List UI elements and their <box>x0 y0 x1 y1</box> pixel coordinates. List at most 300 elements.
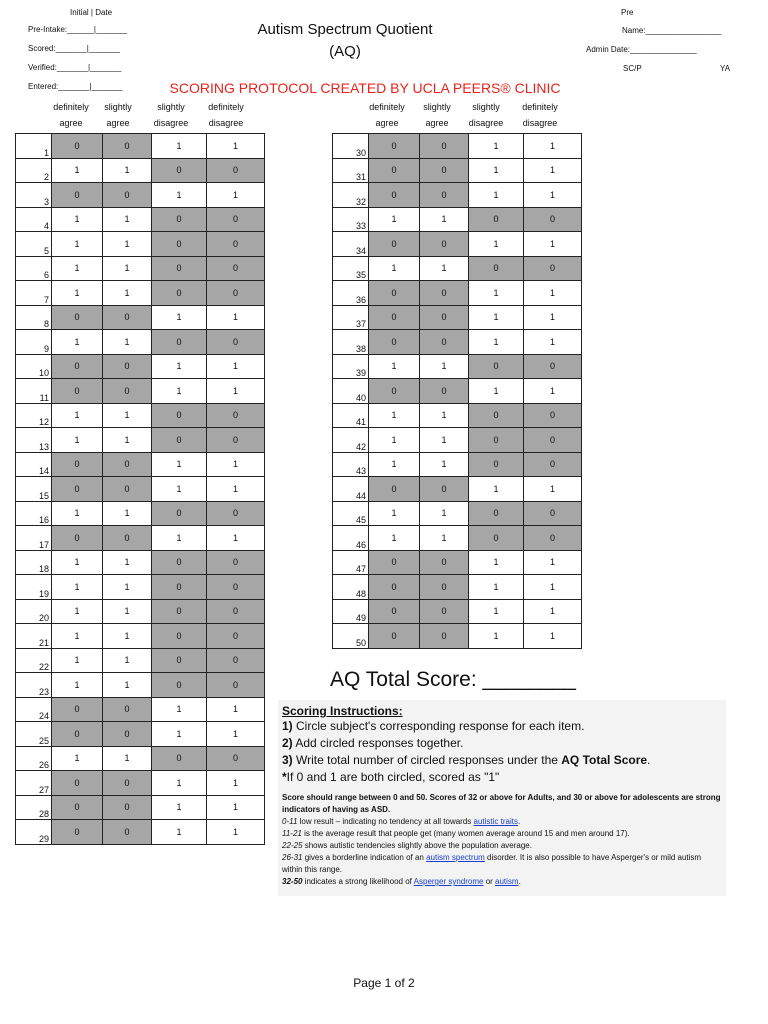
response-cell[interactable]: 0 <box>524 256 582 281</box>
col-header-slightly-disagree-right: slightly disagree <box>468 102 504 128</box>
response-cell[interactable]: 0 <box>52 134 103 159</box>
response-cell[interactable]: 1 <box>524 281 582 306</box>
response-cell[interactable]: 0 <box>420 477 469 502</box>
pre-label: Pre <box>621 8 634 17</box>
response-cell[interactable]: 1 <box>52 428 103 453</box>
response-cell[interactable]: 1 <box>469 158 524 183</box>
response-cell[interactable]: 1 <box>420 428 469 453</box>
item-number: 39 <box>333 354 369 379</box>
response-cell[interactable]: 0 <box>369 134 420 159</box>
item-number: 19 <box>16 575 52 600</box>
item-number: 32 <box>333 183 369 208</box>
response-cell[interactable]: 0 <box>152 624 207 649</box>
pre-intake-field[interactable]: Pre-Intake:______|_______ <box>28 25 128 34</box>
response-cell[interactable]: 0 <box>369 550 420 575</box>
item-number: 27 <box>16 771 52 796</box>
instruction-step-3: 3) Write total number of circled responses under the AQ Total Score. <box>282 753 651 767</box>
col-header-slightly-agree-right: slightly agree <box>423 102 451 128</box>
response-cell[interactable]: 0 <box>207 575 265 600</box>
response-cell[interactable]: 1 <box>152 795 207 820</box>
response-cell[interactable]: 1 <box>103 256 152 281</box>
item-number: 4 <box>16 207 52 232</box>
item-number: 18 <box>16 550 52 575</box>
response-cell[interactable]: 1 <box>52 330 103 355</box>
response-cell[interactable]: 1 <box>469 305 524 330</box>
table-row <box>16 134 265 159</box>
response-cell[interactable]: 0 <box>369 624 420 649</box>
response-cell[interactable]: 0 <box>469 256 524 281</box>
response-cell[interactable]: 1 <box>207 134 265 159</box>
response-cell[interactable]: 1 <box>469 134 524 159</box>
response-cell[interactable]: 1 <box>524 305 582 330</box>
response-cell[interactable]: 1 <box>52 281 103 306</box>
response-cell[interactable]: 0 <box>207 232 265 257</box>
response-cell[interactable]: 1 <box>469 379 524 404</box>
response-cell[interactable]: 1 <box>152 183 207 208</box>
page-footer: Page 1 of 2 <box>353 976 415 990</box>
item-number: 46 <box>333 526 369 551</box>
item-number: 1 <box>16 134 52 159</box>
response-cell[interactable]: 1 <box>469 281 524 306</box>
response-cell[interactable]: 0 <box>207 746 265 771</box>
response-cell[interactable]: 0 <box>152 599 207 624</box>
score-range-note: Score should range between 0 and 50. Scores of 32 or above for Adults, and 30 or above for adolescents are strong indicators of having as ASD. <box>282 793 721 814</box>
response-cell[interactable]: 1 <box>369 354 420 379</box>
response-cell[interactable]: 1 <box>103 281 152 306</box>
response-cell[interactable]: 1 <box>469 330 524 355</box>
response-cell[interactable]: 0 <box>103 820 152 845</box>
response-cell[interactable]: 1 <box>52 501 103 526</box>
item-number: 40 <box>333 379 369 404</box>
item-number: 17 <box>16 526 52 551</box>
response-cell[interactable]: 1 <box>52 673 103 698</box>
autism-link[interactable]: autism <box>495 877 519 886</box>
item-number: 25 <box>16 722 52 747</box>
table-row <box>16 428 265 453</box>
response-cell[interactable]: 1 <box>52 207 103 232</box>
response-cell[interactable]: 0 <box>524 501 582 526</box>
response-cell[interactable]: 0 <box>52 379 103 404</box>
response-cell[interactable]: 0 <box>524 452 582 477</box>
response-cell[interactable]: 1 <box>524 550 582 575</box>
response-cell[interactable]: 1 <box>369 207 420 232</box>
response-cell[interactable]: 1 <box>52 624 103 649</box>
response-cell[interactable]: 1 <box>524 183 582 208</box>
response-cell[interactable]: 0 <box>420 158 469 183</box>
response-cell[interactable]: 1 <box>420 256 469 281</box>
item-number: 26 <box>16 746 52 771</box>
table-row <box>16 354 265 379</box>
response-cell[interactable]: 1 <box>469 624 524 649</box>
table-row <box>16 697 265 722</box>
table-row <box>16 403 265 428</box>
response-cell[interactable]: 0 <box>369 158 420 183</box>
table-row <box>333 379 582 404</box>
response-cell[interactable]: 0 <box>469 501 524 526</box>
col-header-definitely-agree-right: definitely agree <box>369 102 405 128</box>
autistic-traits-link[interactable]: autistic traits <box>473 817 518 826</box>
table-row <box>16 256 265 281</box>
response-cell[interactable]: 0 <box>420 305 469 330</box>
col-header-slightly-disagree: slightly disagree <box>153 102 189 128</box>
table-row <box>16 158 265 183</box>
response-cell[interactable]: 1 <box>52 256 103 281</box>
response-cell[interactable]: 0 <box>420 624 469 649</box>
response-cell[interactable]: 1 <box>103 207 152 232</box>
response-cell[interactable]: 0 <box>420 232 469 257</box>
scored-field[interactable]: Scored:_______|_______ <box>28 44 120 53</box>
response-cell[interactable]: 0 <box>207 501 265 526</box>
staff-fields <box>28 25 127 101</box>
response-cell[interactable]: 1 <box>420 403 469 428</box>
item-number: 24 <box>16 697 52 722</box>
response-cell[interactable]: 1 <box>369 526 420 551</box>
response-cell[interactable]: 0 <box>369 599 420 624</box>
response-cell[interactable]: 1 <box>207 526 265 551</box>
response-cell[interactable]: 1 <box>369 428 420 453</box>
response-cell[interactable]: 0 <box>207 673 265 698</box>
aq-total-score[interactable]: AQ Total Score: ________ <box>330 668 576 691</box>
table-row <box>333 501 582 526</box>
response-cell[interactable]: 0 <box>469 207 524 232</box>
response-cell[interactable]: 0 <box>103 183 152 208</box>
response-cell[interactable]: 1 <box>469 575 524 600</box>
item-number: 41 <box>333 403 369 428</box>
response-cell[interactable]: 1 <box>152 305 207 330</box>
response-cell[interactable]: 1 <box>469 599 524 624</box>
response-cell[interactable]: 1 <box>103 403 152 428</box>
response-cell[interactable]: 0 <box>152 207 207 232</box>
response-cell[interactable]: 0 <box>469 403 524 428</box>
response-cell[interactable]: 0 <box>420 183 469 208</box>
item-number: 5 <box>16 232 52 257</box>
response-cell[interactable]: 0 <box>469 354 524 379</box>
response-cell[interactable]: 0 <box>524 354 582 379</box>
item-number: 11 <box>16 379 52 404</box>
table-row <box>333 207 582 232</box>
table-row <box>16 330 265 355</box>
admin-date-field[interactable]: Admin Date:_______________ <box>586 45 697 54</box>
table-row <box>333 183 582 208</box>
response-cell[interactable]: 0 <box>207 207 265 232</box>
response-cell[interactable]: 0 <box>152 403 207 428</box>
response-cell[interactable]: 1 <box>207 452 265 477</box>
table-row <box>16 795 265 820</box>
response-cell[interactable]: 0 <box>152 428 207 453</box>
item-number: 35 <box>333 256 369 281</box>
response-cell[interactable]: 0 <box>469 428 524 453</box>
response-cell[interactable]: 1 <box>152 697 207 722</box>
response-cell[interactable]: 0 <box>52 795 103 820</box>
response-cell[interactable]: 0 <box>469 526 524 551</box>
response-cell[interactable]: 0 <box>207 428 265 453</box>
response-cell[interactable]: 1 <box>207 697 265 722</box>
response-cell[interactable]: 0 <box>103 452 152 477</box>
response-cell[interactable]: 1 <box>524 477 582 502</box>
response-cell[interactable]: 0 <box>369 183 420 208</box>
table-row <box>16 207 265 232</box>
response-cell[interactable]: 1 <box>52 403 103 428</box>
response-cell[interactable]: 1 <box>524 379 582 404</box>
response-cell[interactable]: 0 <box>52 771 103 796</box>
item-number: 20 <box>16 599 52 624</box>
response-cell[interactable]: 1 <box>524 575 582 600</box>
table-row <box>333 428 582 453</box>
response-cell[interactable]: 1 <box>103 232 152 257</box>
response-cell[interactable]: 0 <box>369 281 420 306</box>
response-cell[interactable]: 0 <box>420 599 469 624</box>
response-cell[interactable]: 0 <box>152 550 207 575</box>
response-cell[interactable]: 0 <box>103 134 152 159</box>
response-cell[interactable]: 1 <box>207 477 265 502</box>
table-row <box>333 158 582 183</box>
response-cell[interactable]: 1 <box>469 477 524 502</box>
instruction-step-2: 2) Add circled responses together. <box>282 736 464 750</box>
response-cell[interactable]: 1 <box>420 354 469 379</box>
col-header-definitely-disagree: definitely disagree <box>208 102 244 128</box>
response-cell[interactable]: 1 <box>103 575 152 600</box>
response-cell[interactable]: 1 <box>152 526 207 551</box>
response-cell[interactable]: 0 <box>103 379 152 404</box>
response-cell[interactable]: 1 <box>52 550 103 575</box>
table-row <box>16 673 265 698</box>
response-cell[interactable]: 0 <box>207 599 265 624</box>
response-cell[interactable]: 0 <box>369 379 420 404</box>
protocol-banner: SCORING PROTOCOL CREATED BY UCLA PEERS® CLINIC <box>169 80 561 96</box>
table-row <box>333 354 582 379</box>
table-row <box>333 575 582 600</box>
response-cell[interactable]: 0 <box>52 722 103 747</box>
verified-field[interactable]: Verified:_______|_______ <box>28 63 122 72</box>
response-cell[interactable]: 1 <box>152 452 207 477</box>
response-cell[interactable]: 1 <box>52 599 103 624</box>
response-cell[interactable]: 0 <box>207 330 265 355</box>
response-cell[interactable]: 1 <box>524 134 582 159</box>
item-number: 9 <box>16 330 52 355</box>
response-cell[interactable]: 0 <box>152 501 207 526</box>
response-cell[interactable]: 1 <box>207 722 265 747</box>
table-row <box>16 183 265 208</box>
response-cell[interactable]: 0 <box>52 305 103 330</box>
col-header-definitely-disagree-right: definitely disagree <box>522 102 558 128</box>
response-cell[interactable]: 1 <box>207 183 265 208</box>
response-cell[interactable]: 1 <box>524 599 582 624</box>
response-cell[interactable]: 1 <box>103 673 152 698</box>
response-cell[interactable]: 0 <box>152 648 207 673</box>
name-field[interactable]: Name:_________________ <box>622 26 722 35</box>
response-cell[interactable]: 1 <box>524 232 582 257</box>
response-cell[interactable]: 1 <box>152 354 207 379</box>
response-cell[interactable]: 1 <box>52 575 103 600</box>
table-row <box>16 501 265 526</box>
response-cell[interactable]: 0 <box>152 281 207 306</box>
response-cell[interactable]: 1 <box>103 746 152 771</box>
response-cell[interactable]: 1 <box>369 256 420 281</box>
response-cell[interactable]: 1 <box>369 403 420 428</box>
response-cell[interactable]: 0 <box>52 452 103 477</box>
response-cell[interactable]: 1 <box>52 648 103 673</box>
response-cell[interactable]: 1 <box>152 134 207 159</box>
response-cell[interactable]: 1 <box>103 330 152 355</box>
response-cell[interactable]: 1 <box>152 771 207 796</box>
response-cell[interactable]: 0 <box>103 697 152 722</box>
response-cell[interactable]: 0 <box>207 281 265 306</box>
response-cell[interactable]: 0 <box>420 281 469 306</box>
response-cell[interactable]: 0 <box>152 158 207 183</box>
response-cell[interactable]: 1 <box>103 599 152 624</box>
response-cell[interactable]: 1 <box>103 624 152 649</box>
response-cell[interactable]: 0 <box>369 330 420 355</box>
response-cell[interactable]: 1 <box>103 158 152 183</box>
response-cell[interactable]: 1 <box>52 232 103 257</box>
response-cell[interactable]: 1 <box>524 624 582 649</box>
response-cell[interactable]: 0 <box>103 477 152 502</box>
item-number: 33 <box>333 207 369 232</box>
response-cell[interactable]: 1 <box>369 501 420 526</box>
response-cell[interactable]: 1 <box>369 452 420 477</box>
response-cell[interactable]: 1 <box>152 820 207 845</box>
response-cell[interactable]: 1 <box>207 820 265 845</box>
response-cell[interactable]: 0 <box>152 232 207 257</box>
item-number: 29 <box>16 820 52 845</box>
response-cell[interactable]: 0 <box>103 722 152 747</box>
item-number: 14 <box>16 452 52 477</box>
response-cell[interactable]: 0 <box>207 624 265 649</box>
response-cell[interactable]: 0 <box>420 134 469 159</box>
table-row <box>333 232 582 257</box>
table-row <box>333 477 582 502</box>
response-cell[interactable]: 0 <box>52 183 103 208</box>
scoring-table-items-30-50 <box>332 133 582 649</box>
response-cell[interactable]: 1 <box>469 550 524 575</box>
response-cell[interactable]: 1 <box>207 305 265 330</box>
table-row <box>16 550 265 575</box>
table-row <box>16 526 265 551</box>
response-cell[interactable]: 0 <box>207 648 265 673</box>
response-cell[interactable]: 0 <box>52 477 103 502</box>
response-cell[interactable]: 0 <box>103 354 152 379</box>
table-row <box>16 379 265 404</box>
item-number: 38 <box>333 330 369 355</box>
response-cell[interactable]: 0 <box>152 256 207 281</box>
response-cell[interactable]: 1 <box>469 232 524 257</box>
item-number: 15 <box>16 477 52 502</box>
table-row <box>16 452 265 477</box>
scoring-instructions <box>278 700 726 896</box>
table-row <box>16 771 265 796</box>
response-cell[interactable]: 0 <box>52 820 103 845</box>
response-cell[interactable]: 1 <box>103 648 152 673</box>
response-cell[interactable]: 0 <box>103 771 152 796</box>
item-number: 16 <box>16 501 52 526</box>
response-cell[interactable]: 0 <box>103 795 152 820</box>
instruction-note-star: *If 0 and 1 are both circled, scored as "1" <box>282 770 500 784</box>
item-number: 36 <box>333 281 369 306</box>
item-number: 44 <box>333 477 369 502</box>
response-cell[interactable]: 1 <box>207 379 265 404</box>
item-number: 7 <box>16 281 52 306</box>
response-cell[interactable]: 1 <box>420 526 469 551</box>
response-cell[interactable]: 1 <box>420 452 469 477</box>
instruction-step-1: 1) Circle subject's corresponding response for each item. <box>282 719 585 733</box>
response-cell[interactable]: 1 <box>152 477 207 502</box>
table-row <box>333 330 582 355</box>
table-row <box>333 526 582 551</box>
response-cell[interactable]: 0 <box>152 330 207 355</box>
instructions-title: Scoring Instructions: <box>282 704 403 718</box>
response-cell[interactable]: 1 <box>524 158 582 183</box>
response-cell[interactable]: 0 <box>207 403 265 428</box>
response-cell[interactable]: 0 <box>524 207 582 232</box>
table-row <box>333 305 582 330</box>
response-cell[interactable]: 0 <box>52 354 103 379</box>
response-cell[interactable]: 0 <box>369 575 420 600</box>
response-cell[interactable]: 1 <box>52 158 103 183</box>
response-cell[interactable]: 0 <box>152 746 207 771</box>
response-cell[interactable]: 0 <box>420 330 469 355</box>
response-cell[interactable]: 1 <box>207 771 265 796</box>
response-cell[interactable]: 1 <box>103 550 152 575</box>
response-cell[interactable]: 0 <box>207 256 265 281</box>
response-cell[interactable]: 0 <box>152 575 207 600</box>
response-cell[interactable]: 0 <box>369 305 420 330</box>
response-cell[interactable]: 0 <box>207 550 265 575</box>
item-number: 2 <box>16 158 52 183</box>
autism-spectrum-link[interactable]: autism spectrum <box>426 853 485 862</box>
table-row <box>333 256 582 281</box>
response-cell[interactable]: 0 <box>369 232 420 257</box>
initial-date-label: Initial | Date <box>70 8 113 17</box>
response-cell[interactable]: 0 <box>524 428 582 453</box>
response-cell[interactable]: 0 <box>103 526 152 551</box>
asperger-syndrome-link[interactable]: Asperger syndrome <box>413 877 484 886</box>
response-cell[interactable]: 1 <box>524 330 582 355</box>
response-cell[interactable]: 1 <box>152 722 207 747</box>
page-title: Autism Spectrum Quotient <box>257 21 433 38</box>
response-cell[interactable]: 0 <box>369 477 420 502</box>
item-number: 21 <box>16 624 52 649</box>
range-0-11: 0-11 low result – indicating no tendency at all towards autistic traits. <box>282 817 521 826</box>
response-cell[interactable]: 1 <box>52 746 103 771</box>
response-cell[interactable]: 0 <box>420 575 469 600</box>
response-cell[interactable]: 0 <box>420 379 469 404</box>
response-cell[interactable]: 0 <box>52 526 103 551</box>
response-cell[interactable]: 1 <box>420 207 469 232</box>
table-row <box>16 575 265 600</box>
response-cell[interactable]: 1 <box>420 501 469 526</box>
response-cell[interactable]: 1 <box>103 501 152 526</box>
table-row <box>16 624 265 649</box>
response-cell[interactable]: 1 <box>469 183 524 208</box>
response-cell[interactable]: 0 <box>420 550 469 575</box>
response-cell[interactable]: 0 <box>524 526 582 551</box>
scoring-table-items-1-29 <box>15 133 265 845</box>
table-row <box>16 599 265 624</box>
response-cell[interactable]: 0 <box>207 158 265 183</box>
response-cell[interactable]: 0 <box>103 305 152 330</box>
response-cell[interactable]: 1 <box>207 795 265 820</box>
table-row <box>333 403 582 428</box>
item-number: 42 <box>333 428 369 453</box>
response-cell[interactable]: 0 <box>524 403 582 428</box>
response-cell[interactable]: 1 <box>103 428 152 453</box>
response-cell[interactable]: 0 <box>469 452 524 477</box>
response-cell[interactable]: 0 <box>52 697 103 722</box>
entered-field[interactable]: Entered:_______|_______ <box>28 82 123 91</box>
response-cell[interactable]: 0 <box>152 673 207 698</box>
response-cell[interactable]: 1 <box>152 379 207 404</box>
response-cell[interactable]: 1 <box>207 354 265 379</box>
